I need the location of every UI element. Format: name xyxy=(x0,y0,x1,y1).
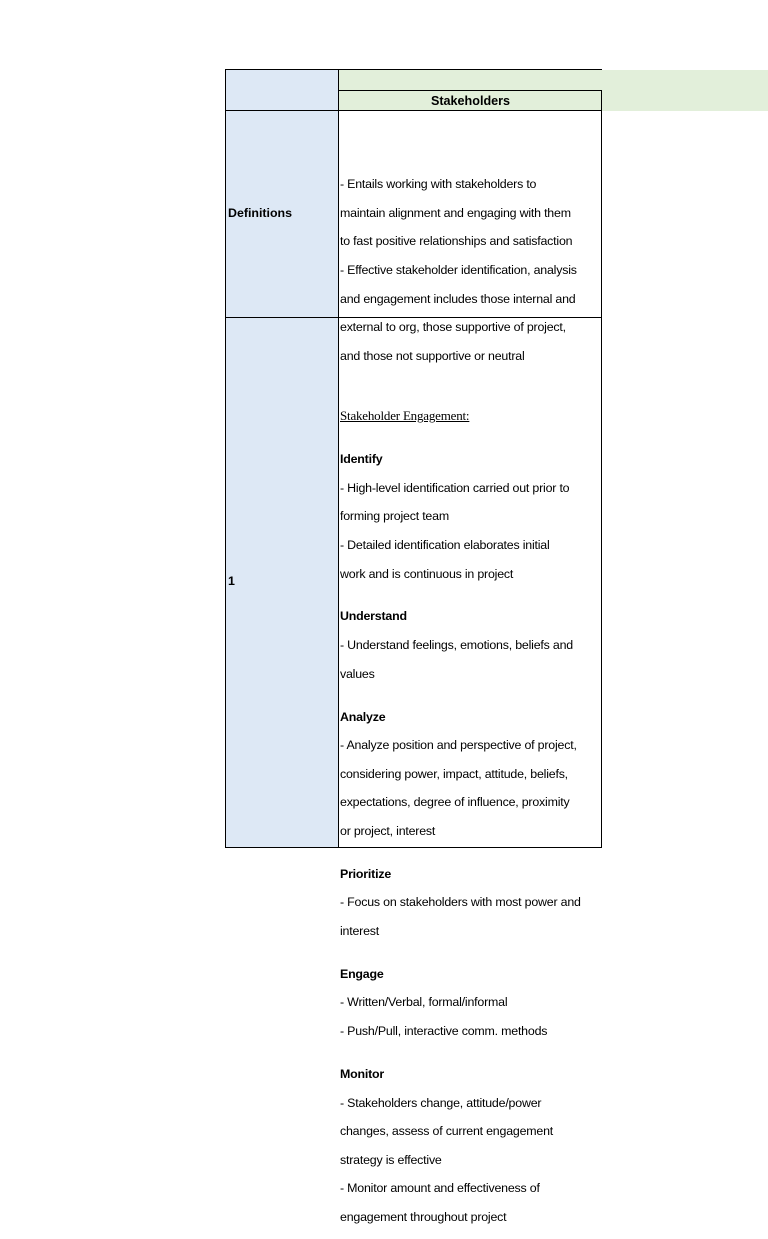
monitor-line: changes, assess of current engagement xyxy=(340,1124,554,1139)
section-heading-understand: Understand xyxy=(340,609,407,624)
section-heading-analyze: Analyze xyxy=(340,709,386,724)
prioritize-line: interest xyxy=(340,923,380,938)
section-heading-prioritize: Prioritize xyxy=(340,866,392,881)
grid-line-label-divider xyxy=(338,69,339,848)
stakeholder-engagement-cell xyxy=(340,395,602,1239)
engagement-title: Stakeholder Engagement: xyxy=(340,408,470,424)
definitions-line: to fast positive relationships and satisfaction xyxy=(340,234,573,249)
definitions-line: and those not supportive or neutral xyxy=(340,348,525,363)
definitions-line: - Effective stakeholder identification, analysis xyxy=(340,263,577,278)
analyze-line: - Analyze position and perspective of project, xyxy=(340,738,577,753)
row-label-definitions: Definitions xyxy=(228,206,293,220)
definitions-line: and engagement includes those internal and xyxy=(340,291,576,306)
monitor-line: - Monitor amount and effectiveness of xyxy=(340,1181,540,1196)
identify-line: - Detailed identification elaborates initial xyxy=(340,537,550,552)
definitions-cell xyxy=(340,163,602,377)
prioritize-line: - Focus on stakeholders with most power and xyxy=(340,895,581,910)
section-heading-identify: Identify xyxy=(340,452,383,467)
definitions-line: maintain alignment and engaging with them xyxy=(340,205,571,220)
engage-line: - Written/Verbal, formal/informal xyxy=(340,995,508,1010)
analyze-line: or project, interest xyxy=(340,823,436,838)
monitor-line: - Stakeholders change, attitude/power xyxy=(340,1095,542,1110)
engage-line: - Push/Pull, interactive comm. methods xyxy=(340,1024,548,1039)
grid-line-left xyxy=(225,69,226,848)
section-heading-monitor: Monitor xyxy=(340,1066,385,1081)
understand-line: - Understand feelings, emotions, beliefs and xyxy=(340,638,573,653)
identify-line: work and is continuous in project xyxy=(340,566,514,581)
row-label-1: 1 xyxy=(228,574,235,588)
column-header-stakeholders: Stakeholders xyxy=(430,94,511,108)
analyze-line: expectations, degree of influence, proximity xyxy=(340,795,570,810)
understand-line: values xyxy=(340,666,375,681)
monitor-line: engagement throughout project xyxy=(340,1209,507,1224)
monitor-line: strategy is effective xyxy=(340,1152,442,1167)
section-heading-engage: Engage xyxy=(340,966,384,981)
definitions-line: - Entails working with stakeholders to xyxy=(340,177,537,192)
identify-line: - High-level identification carried out prior to xyxy=(340,480,570,495)
identify-line: forming project team xyxy=(340,509,449,524)
analyze-line: considering power, impact, attitude, beliefs, xyxy=(340,766,568,781)
grid-line-top xyxy=(225,69,602,70)
label-column-fill xyxy=(226,70,338,847)
definitions-line: external to org, those supportive of project, xyxy=(340,320,566,335)
